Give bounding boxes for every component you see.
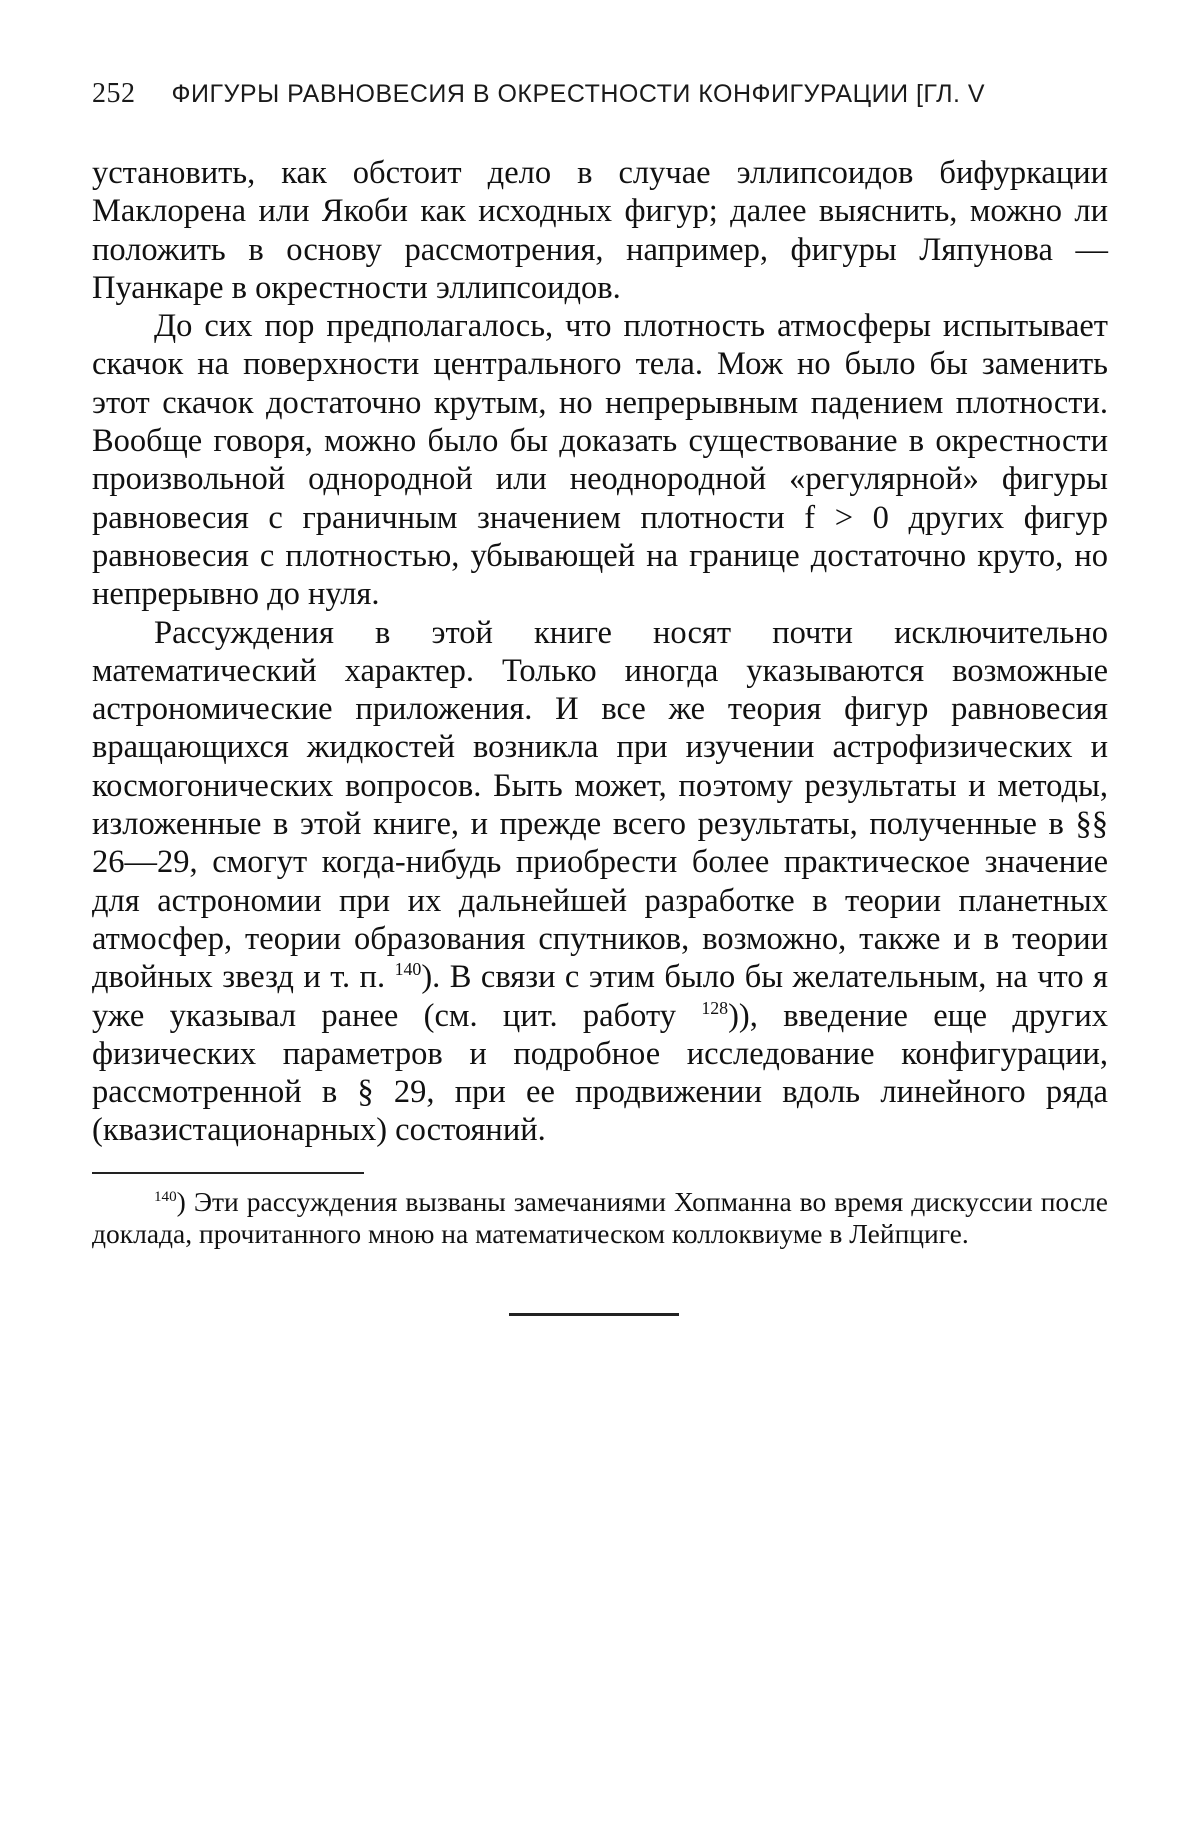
footnote-separator: [92, 1172, 364, 1174]
running-head: [92, 78, 1108, 122]
paragraph-2: До сих пор предполагалось, что плотность атмосферы испытывает скачок на поверхности центрального тела. Мож но было бы заменить этот скачок достаточно крутым, но непрерывным падением плотности. Вообще говоря, можно было бы доказать существование в окрестности произвольной однородной или неоднородной «регулярной» фигуры равновесия с граничным значением плотности f > 0 других фигур равновесия с плотностью, убывающей на границе достаточно круто, но непрерывно до нуля.: [92, 308, 1108, 613]
running-title: ФИГУРЫ РАВНОВЕСИЯ В ОКРЕСТНОСТИ КОНФИГУРАЦИИ [ГЛ. V: [171, 80, 986, 108]
footnote-140: [92, 1186, 1108, 1251]
paragraph-3-part-1: Рассуждения в этой книге носят почти исключительно математический характер. Только иногда указываются возможные астрономические приложения. И все же теория фигур равновесия вращающихся жидкостей возникла при изучении астрофизических и космогонических вопросов. Быть может, поэтому результаты и методы, изложенные в этой книге, и прежде всего результаты, полученные в §§ 26—29, смогут когда-нибудь приобрести более практическое значение для астрономии при их дальнейшей разработке в теории планетных атмосфер, теории образования спутников, возможно, также и в теории двойных звезд и т. п.: [92, 614, 1108, 996]
paragraph-3-part-2: ). В связи с этим было бы желательным, на что я уже указывал ранее (см. цит. работу: [92, 959, 1108, 1034]
footnote-marker: 140: [154, 1188, 177, 1205]
footnote-text: ) Эти рассуждения вызваны замечаниями Хопманна во время дискуссии после доклада, прочитанного мною на математическом коллоквиуме в Лейпциге.: [92, 1185, 1108, 1250]
paragraph-3-part-3: )), введение еще других физических параметров и подробное исследование конфигурации, рассмотренной в § 29, при ее продвижении вдоль линейного ряда (квазистационарных) состояний.: [92, 997, 1108, 1149]
page-number: 252: [92, 78, 136, 109]
paragraph-1: установить, как обстоит дело в случае эллипсоидов бифуркации Маклорена или Якоби как исходных фигур; далее выяснить, можно ли положить в основу рассмотрения, например, фигуры Ляпунова — Пуанкаре в окрестности эллипсоидов.: [92, 155, 1108, 306]
body-text: [92, 154, 1108, 1150]
book-page: [92, 78, 1108, 1316]
paragraph-3: [92, 614, 1108, 1150]
section-end-rule: [509, 1313, 679, 1316]
footnote-reference-128: 128: [701, 997, 729, 1018]
footnote-reference-140: 140: [394, 959, 422, 980]
